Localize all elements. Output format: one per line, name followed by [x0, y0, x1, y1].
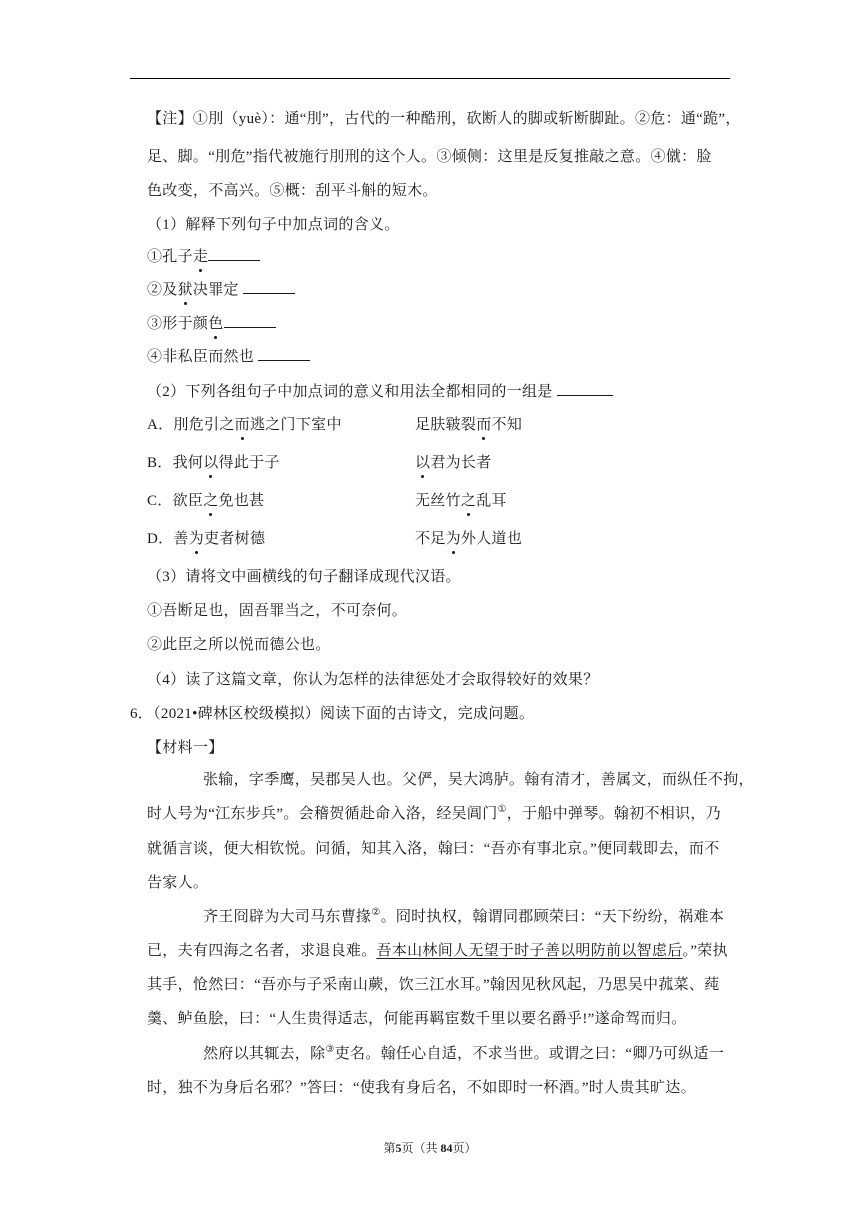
q2-option-a — [147, 415, 342, 435]
q2-option-c-pair — [415, 491, 507, 511]
dotted-word: 而 — [476, 417, 492, 433]
passage-line: 就循言谈，便大相钦悦。问循，知其入洛，翰曰：“吾亦有事北京。”便同载即去，而不 — [147, 841, 720, 857]
q1-item-3 — [147, 313, 276, 334]
answer-blank[interactable] — [208, 246, 260, 261]
q2-d2-post: 外人道也 — [460, 531, 523, 547]
dotted-word: 以 — [203, 455, 219, 471]
page-number: 5 — [395, 1141, 402, 1155]
passage-text: 然府以其辄去，除 — [203, 1046, 326, 1062]
passage-line — [203, 1044, 724, 1064]
q2-a2-pre: 足肤皲裂 — [415, 417, 477, 433]
q2-option-b — [147, 453, 280, 473]
answer-blank[interactable] — [557, 381, 613, 396]
q2-b-post: 得此于子 — [218, 455, 280, 471]
passage-text: 。冏时执权，翰谓同郡顾荣曰：“天下纷纷，祸难本 — [380, 909, 725, 925]
answer-blank[interactable] — [243, 279, 295, 294]
passage-line — [203, 907, 724, 927]
passage-line: 羹、鲈鱼脍，曰：“人生贵得适志，何能再羁宦数千里以要名爵乎!”遂命驾而归。 — [147, 1011, 687, 1027]
q2-c2-pre: 无丝竹 — [415, 493, 461, 509]
footnote-marker: ③ — [325, 1044, 335, 1055]
page-footer — [0, 1139, 860, 1156]
passage-text: ，于船中弹琴。翰初不相识，乃 — [506, 806, 721, 822]
dotted-word: 以 — [415, 455, 431, 471]
answer-blank[interactable] — [224, 313, 276, 328]
passage-line — [147, 941, 728, 961]
q2-a-post: 逃之门下室中 — [249, 417, 342, 433]
passage-line: 告家人。 — [147, 875, 209, 891]
passage-line: 张输，字季鹰，吴郡吴人也。父俨，吴大鸿胪。翰有清才，善属文，而纵任不拘， — [203, 772, 754, 788]
footnote-marker: ① — [497, 804, 507, 815]
underlined-sentence: 吾本山林间人无望于时子善以明防前以智虑后 — [376, 943, 683, 959]
q6-header: 6．（2021•碑林区校级模拟）阅读下面的古诗文，完成问题。 — [130, 706, 535, 722]
note-line-2: 足、脚。“刖危”指代被施行刖刑的这个人。③倾侧：这里是反复推敲之意。④僦：脸 — [147, 149, 712, 165]
q2-c-post: 免也甚 — [218, 493, 265, 509]
dotted-word: 色 — [208, 316, 224, 332]
q2-option-d — [147, 529, 265, 549]
page-total: 84 — [440, 1141, 453, 1155]
q2-a2-post: 不知 — [491, 417, 523, 433]
q2-d-post: 吏者树德 — [204, 531, 266, 547]
q1-item-4 — [147, 346, 310, 367]
passage-line: 其手，怆然曰：“吾亦与子采南山蕨，饮三江水耳。”翰因见秋风起，乃思吴中菰菜、莼 — [147, 977, 720, 993]
q2-d-pre: D．善 — [147, 531, 189, 547]
q1-stem: （1）解释下列句子中加点词的含义。 — [147, 217, 400, 233]
footnote-marker: ② — [371, 907, 381, 918]
note-line-3: 色改变，不高兴。⑤概：刮平斗斛的短木。 — [147, 183, 438, 199]
q2-stem-line — [147, 381, 613, 402]
dotted-word: 而 — [234, 417, 250, 433]
passage-text: 时人号为“江东步兵”。会稽贺循赴命入洛，经吴阊门 — [147, 806, 498, 822]
footer-text: 第 — [383, 1141, 396, 1155]
q2-option-a-pair — [415, 415, 522, 435]
q1-item-4-text: ④非私臣而然也 — [147, 349, 259, 365]
q4-stem: （4）读了这篇文章，你认为怎样的法律惩处才会取得较好的效果？ — [147, 672, 599, 688]
footer-text: 页） — [452, 1141, 477, 1155]
material-one-title: 【材料一】 — [147, 740, 224, 756]
passage-text: 。”荣执 — [682, 943, 728, 959]
dotted-word: 走 — [192, 249, 209, 265]
passage-line: 时，独不为身后名邪？”答曰：“使我有身后名，不如即时一杯酒。”时人贵其旷达。 — [147, 1080, 696, 1096]
dotted-word: 为 — [445, 531, 461, 547]
q2-b2-post: 君为长者 — [430, 455, 492, 471]
q1-item-3-text: ③形于颜 — [147, 316, 209, 332]
dotted-word: 之 — [203, 493, 219, 509]
passage-text: 已，夫有四海之名者，求退良难。 — [147, 943, 377, 959]
answer-blank[interactable] — [258, 346, 310, 361]
note-line-1: 【注】①刖（yuè）：通“刖”，古代的一种酷刑，砍断人的脚或斩断脚趾。②危：通“跪”， — [147, 111, 741, 127]
passage-line — [147, 804, 721, 824]
q2-option-b-pair — [415, 453, 492, 473]
passage-text: 吏名。翰任心自适，不求当世。或谓之曰：“卿乃可纵适一 — [334, 1046, 725, 1062]
q1-item-2 — [147, 279, 295, 300]
q3-sentence-2: ②此臣之所以悦而德公也。 — [147, 637, 331, 653]
passage-text: 齐王冏辟为大司马东曹掾 — [203, 909, 372, 925]
q2-d2-pre: 不足 — [415, 531, 446, 547]
q2-c-pre: C．欲臣 — [147, 493, 204, 509]
header-rule — [130, 78, 730, 79]
q1-item-2-post: 决罪定 — [192, 282, 243, 298]
footer-text: 页（共 — [401, 1141, 441, 1155]
q2-option-d-pair — [415, 529, 522, 549]
q1-item-1 — [147, 246, 260, 267]
q2-option-c — [147, 491, 264, 511]
q2-c2-post: 乱耳 — [476, 493, 507, 509]
q2-stem: （2）下列各组句子中加点词的意义和用法全都相同的一组是 — [147, 384, 557, 400]
q1-item-1-text: ①孔子 — [147, 249, 193, 265]
q3-stem: （3）请将文中画横线的句子翻译成现代汉语。 — [147, 569, 461, 585]
dotted-word: 狱 — [177, 282, 193, 298]
q1-item-2-pre: ②及 — [147, 282, 178, 298]
q2-a-pre: A．刖危引之 — [147, 417, 235, 433]
dotted-word: 为 — [188, 531, 205, 547]
q3-sentence-1: ①吾断足也，固吾罪当之，不可奈何。 — [147, 603, 408, 619]
q2-b-pre: B．我何 — [147, 455, 204, 471]
dotted-word: 之 — [460, 493, 477, 509]
